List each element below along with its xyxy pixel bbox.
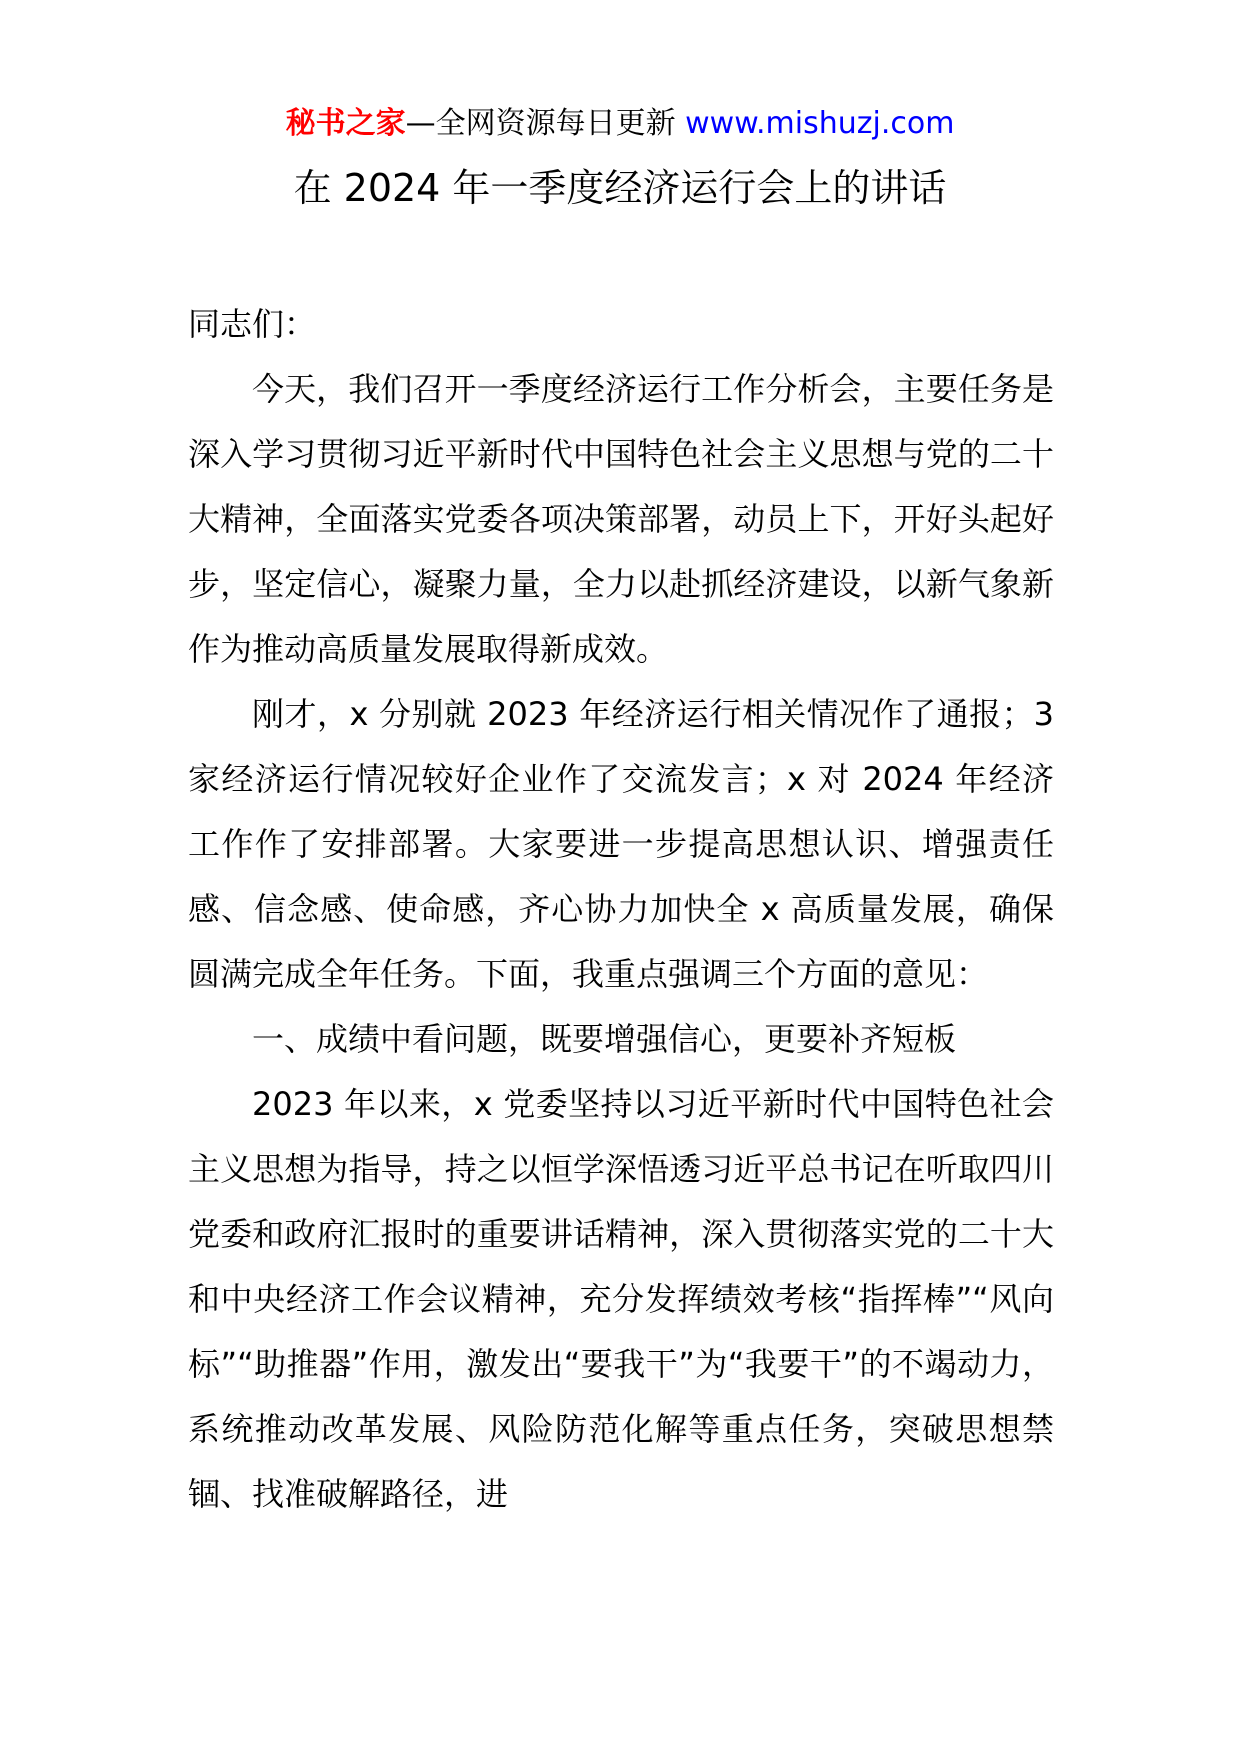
header-tagline: —全网资源每日更新 <box>405 106 676 141</box>
document-title: 在 2024 年一季度经济运行会上的讲话 <box>293 166 947 210</box>
site-url-link[interactable]: www.mishuzj.com <box>685 106 955 141</box>
paragraph: 今天，我们召开一季度经济运行工作分析会，主要任务是深入学习贯彻习近平新时代中国特色社会主义思想与党的二十大精神，全面落实党委各项决策部署，动员上下，开好头起好步，坚定信心，凝聚力量，全力以赴抓经济建设，以新气象新作为推动高质量发展取得新成效。 <box>188 370 1054 668</box>
paragraph: 刚才，x 分别就 2023 年经济运行相关情况作了通报；3 家经济运行情况较好企业作了交流发言；x 对 2024 年经济工作作了安排部署。大家要进一步提高思想认识、增强责任感、信念感、使命感，齐心协力加快全 x 高质量发展，确保圆满完成全年任务。下面，我重点强调三个方面的意见： <box>188 695 1054 993</box>
paragraph: 2023 年以来，x 党委坚持以习近平新时代中国特色社会主义思想为指导，持之以恒学深悟透习近平总书记在听取四川党委和政府汇报时的重要讲话精神，深入贯彻落实党的二十大和中央经济工作会议精神，充分发挥绩效考核“指挥棒”“风向标”“助推器”作用，激发出“要我干”为“我要干”的不竭动力，系统推动改革发展、风险防范化解等重点任务，突破思想禁锢、找准破解路径，进 <box>188 1085 1054 1513</box>
brand-name: 秘书之家 <box>285 106 406 141</box>
section-heading: 一、成绩中看问题，既要增强信心，更要补齐短板 <box>252 1020 957 1058</box>
salutation: 同志们： <box>188 305 317 343</box>
site-header <box>0 100 1240 148</box>
document-body <box>188 292 1054 1527</box>
